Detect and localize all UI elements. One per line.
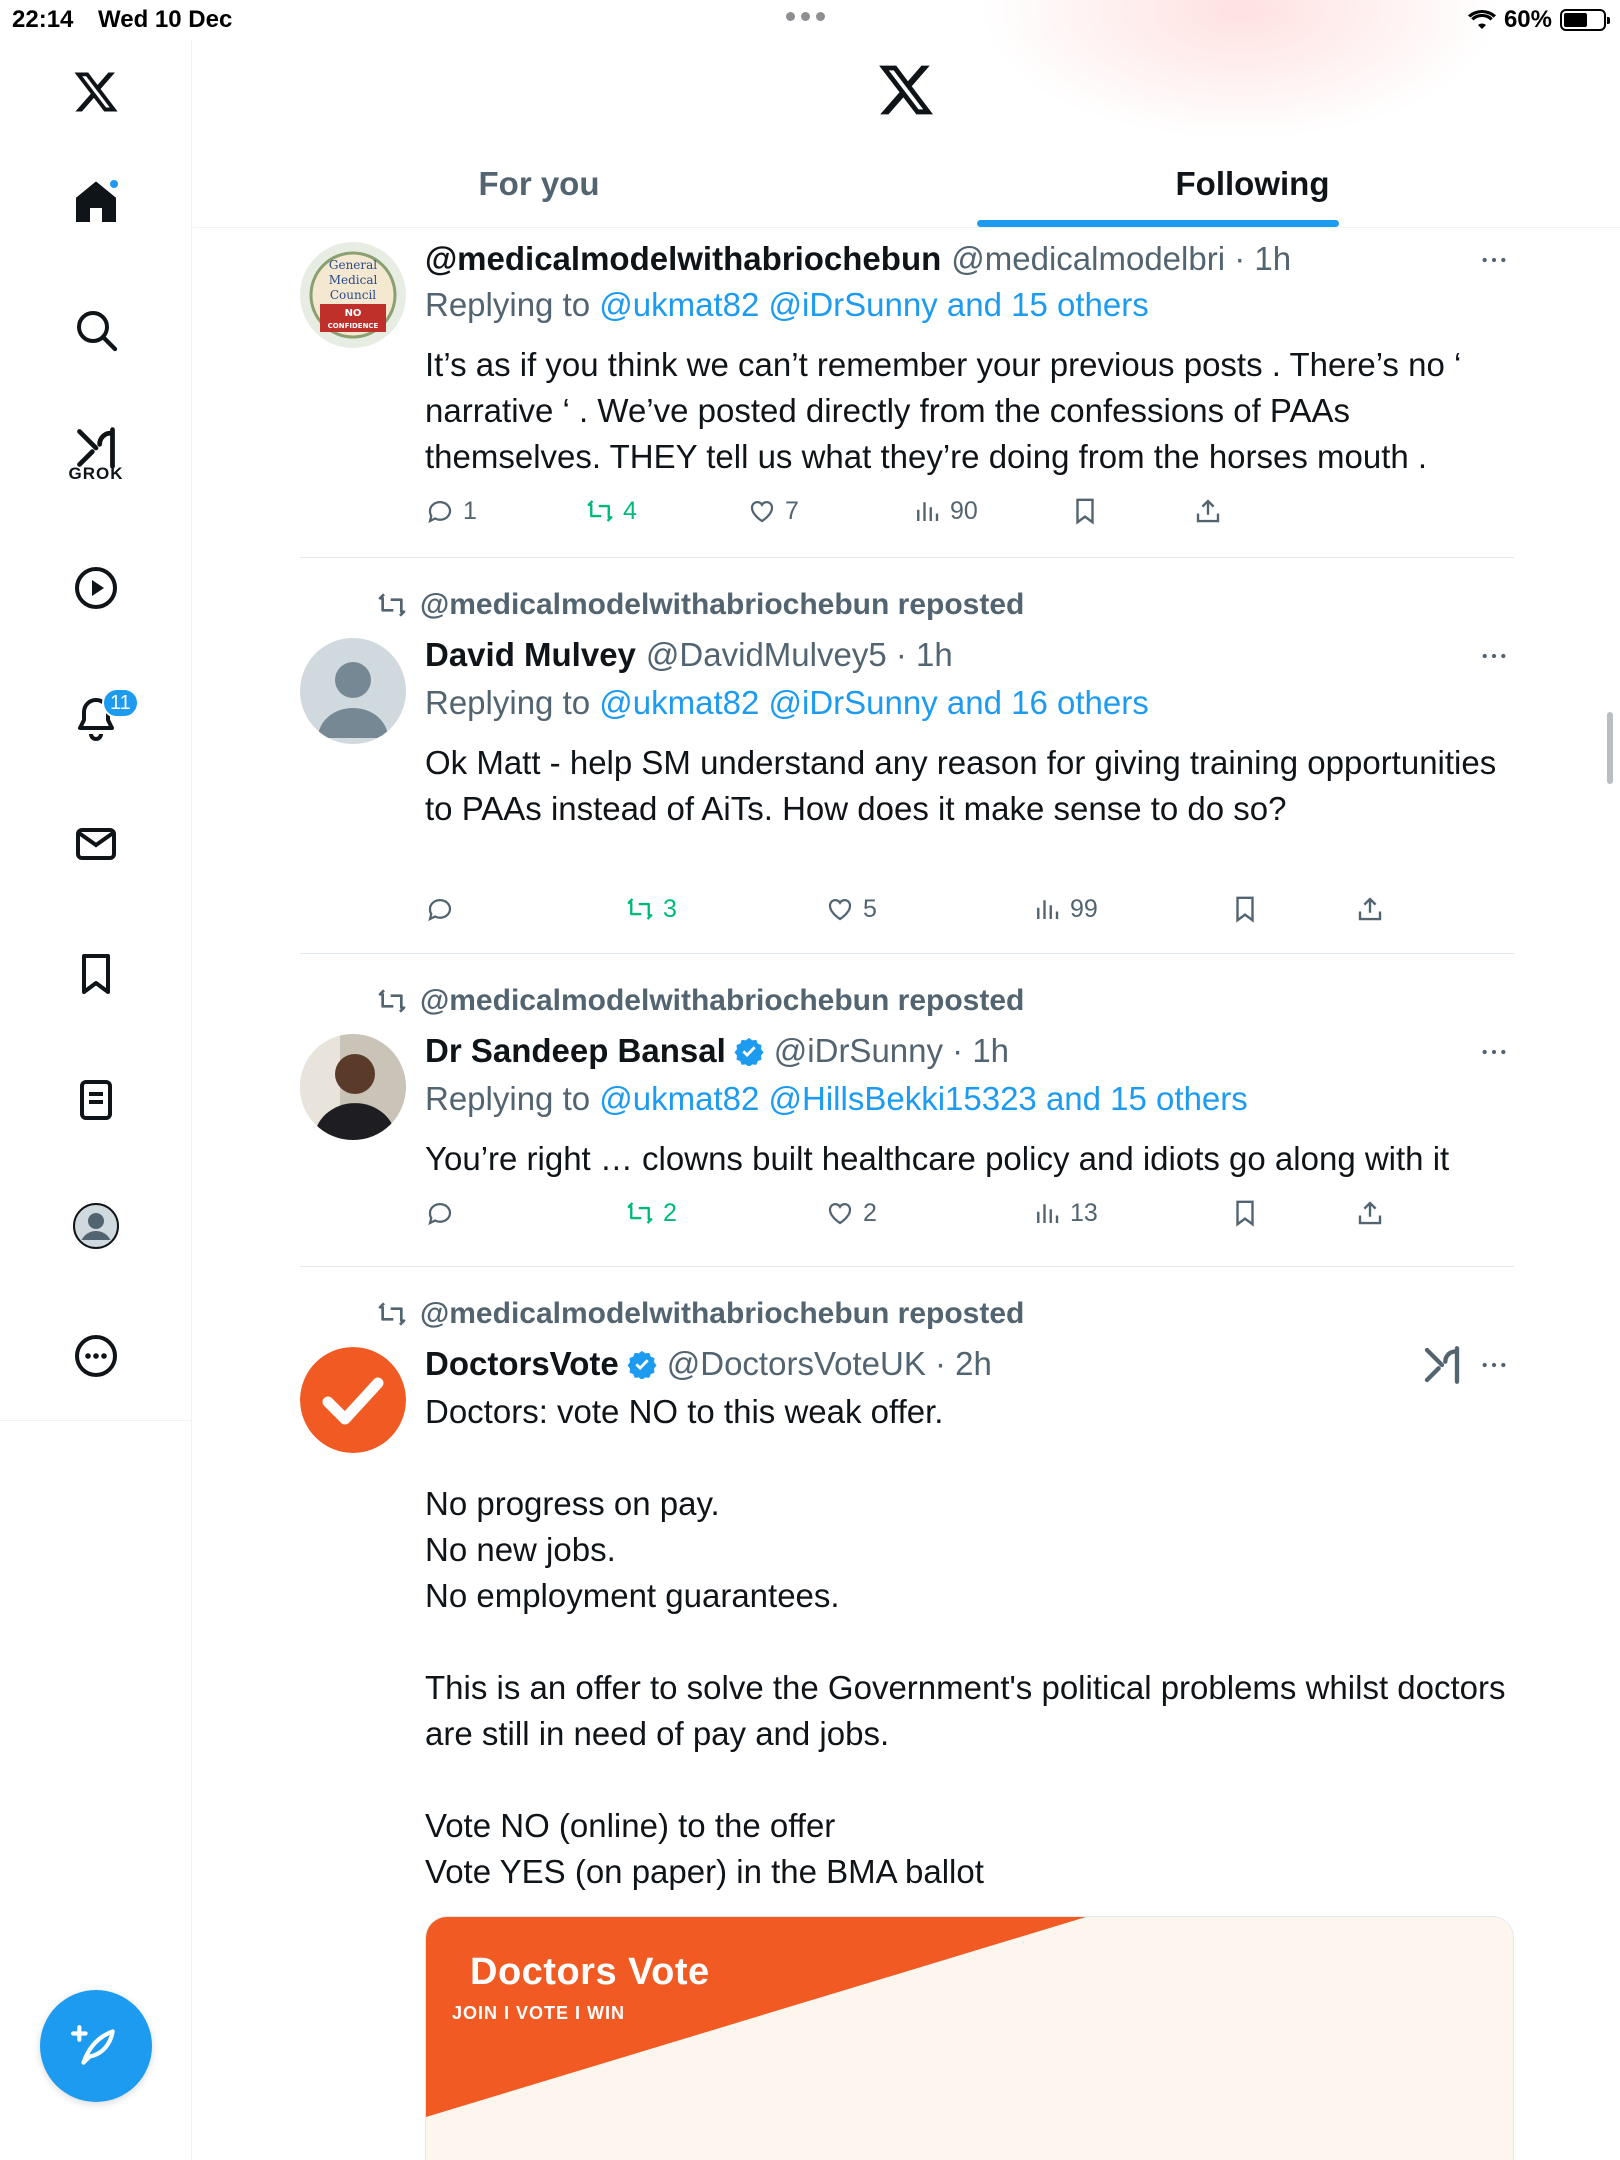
verified-badge-icon xyxy=(627,1349,657,1379)
sidebar xyxy=(0,40,192,2160)
sidebar-item-lists[interactable] xyxy=(66,1070,126,1130)
status-indicators xyxy=(1468,6,1606,34)
verified-badge-icon xyxy=(734,1036,764,1066)
share-button[interactable] xyxy=(1355,894,1385,924)
tweet-author[interactable] xyxy=(425,1032,1009,1070)
tweet-author[interactable] xyxy=(425,1345,992,1383)
reply-to-link[interactable]: @ukmat82 @iDrSunny and 15 others xyxy=(599,286,1149,323)
tab-for-you[interactable]: For you xyxy=(478,165,600,202)
avatar[interactable] xyxy=(300,242,406,348)
svg-text:Council: Council xyxy=(329,288,377,302)
sidebar-item-more[interactable] xyxy=(66,1326,126,1386)
repost-context[interactable] xyxy=(376,984,1024,1018)
view-count: 13 xyxy=(1070,1198,1098,1227)
views-icon xyxy=(912,496,942,526)
repost-count: 3 xyxy=(663,894,677,923)
sidebar-item-grok[interactable] xyxy=(66,418,126,483)
avatar[interactable] xyxy=(300,1347,406,1453)
active-tab-indicator xyxy=(977,220,1339,227)
repost-small-icon xyxy=(376,589,408,621)
tweet-text: It’s as if you think we can’t remember your previous posts . There’s no ‘ narrative ‘ . We’ve posted directly from the confessions of PAAs themselves. THEY tell us what they’re doing from the horses mouth . xyxy=(425,346,1471,475)
share-button[interactable] xyxy=(1355,1198,1385,1228)
tweet-author[interactable] xyxy=(425,240,1291,278)
reply-icon xyxy=(425,894,455,924)
share-icon xyxy=(1193,496,1223,526)
views-button[interactable] xyxy=(912,496,978,526)
display-name[interactable]: Dr Sandeep Bansal xyxy=(425,1032,726,1069)
repost-context[interactable] xyxy=(376,1297,1024,1331)
svg-text:CONFIDENCE: CONFIDENCE xyxy=(327,322,379,330)
reply-context xyxy=(425,286,1149,324)
status-date: Wed 10 Dec xyxy=(98,6,233,33)
views-icon xyxy=(1032,894,1062,924)
views-icon xyxy=(1032,1198,1062,1228)
battery-icon xyxy=(1560,9,1606,31)
like-count: 2 xyxy=(863,1198,877,1227)
heart-icon xyxy=(825,894,855,924)
views-button[interactable] xyxy=(1032,1198,1098,1228)
repost-count: 2 xyxy=(663,1198,677,1227)
more-options-icon[interactable] xyxy=(1474,1345,1514,1385)
media-subtitle: JOIN I VOTE I WIN xyxy=(452,2003,626,2023)
repost-count: 4 xyxy=(623,496,637,525)
bookmark-icon xyxy=(1230,1198,1260,1228)
sidebar-item-notifications[interactable] xyxy=(66,688,131,748)
background-glow xyxy=(980,0,1500,140)
like-button[interactable] xyxy=(825,894,877,924)
display-name[interactable]: David Mulvey xyxy=(425,636,636,673)
handle[interactable]: @DavidMulvey5 · 1h xyxy=(645,636,953,673)
repost-label: @medicalmodelwithabriochebun reposted xyxy=(420,984,1025,1017)
tweet-divider xyxy=(300,953,1514,954)
handle[interactable]: @DoctorsVoteUK · 2h xyxy=(666,1345,992,1382)
reply-prefix: Replying to xyxy=(425,286,600,323)
timeline-tabs xyxy=(193,140,1620,228)
view-count: 99 xyxy=(1070,894,1098,923)
repost-button[interactable] xyxy=(625,1198,677,1228)
media-title: Doctors Vote xyxy=(470,1951,710,1993)
bookmark-icon xyxy=(1230,894,1260,924)
repost-icon xyxy=(625,894,655,924)
tweet-divider xyxy=(300,1266,1514,1267)
scrollbar-thumb[interactable] xyxy=(1607,712,1613,784)
handle[interactable]: @iDrSunny · 1h xyxy=(773,1032,1010,1069)
reply-count: 1 xyxy=(463,496,477,525)
sidebar-item-search[interactable] xyxy=(66,300,126,360)
tweet-media-image[interactable] xyxy=(425,1916,1514,2160)
x-header-logo-icon[interactable] xyxy=(876,60,936,120)
tweet-actions xyxy=(425,894,1514,938)
status-time: 22:14 xyxy=(12,6,74,33)
mail-icon xyxy=(72,820,120,868)
like-count: 7 xyxy=(785,496,799,525)
x-logo-icon[interactable] xyxy=(66,62,126,122)
svg-text:NO: NO xyxy=(344,308,362,319)
tweet-actions xyxy=(425,496,1514,540)
repost-small-icon xyxy=(376,1298,408,1330)
status-bar xyxy=(0,0,1620,40)
handle[interactable]: @medicalmodelbri · 1h xyxy=(951,240,1292,277)
tweet-actions xyxy=(425,1198,1514,1242)
more-options-icon[interactable] xyxy=(1474,240,1514,280)
share-icon xyxy=(1355,1198,1385,1228)
avatar[interactable] xyxy=(300,638,406,744)
reply-to-link[interactable]: @ukmat82 @HillsBekki15323 and 15 others xyxy=(599,1080,1248,1117)
reply-prefix: Replying to xyxy=(425,684,600,721)
compose-icon xyxy=(71,2021,121,2071)
repost-button[interactable] xyxy=(585,496,637,526)
more-circle-icon xyxy=(72,1332,120,1380)
reply-context xyxy=(425,684,1149,722)
repost-label: @medicalmodelwithabriochebun reposted xyxy=(420,1297,1025,1330)
bookmark-button[interactable] xyxy=(1230,894,1260,924)
wifi-icon xyxy=(1468,9,1496,31)
reply-icon xyxy=(425,1198,455,1228)
reply-button[interactable] xyxy=(425,1198,463,1228)
reply-button[interactable] xyxy=(425,894,463,924)
grok-icon[interactable] xyxy=(1422,1345,1462,1385)
like-count: 5 xyxy=(863,894,877,923)
more-options-icon[interactable] xyxy=(1474,636,1514,676)
tweet-text: You’re right … clowns built healthcare policy and idiots go along with it xyxy=(425,1140,1450,1177)
display-name[interactable]: @medicalmodelwithabriochebun xyxy=(425,240,942,277)
search-icon xyxy=(72,306,120,354)
sidebar-item-messages[interactable] xyxy=(66,814,126,874)
view-count: 90 xyxy=(950,496,978,525)
svg-text:Medical: Medical xyxy=(328,273,378,287)
sidebar-divider xyxy=(0,1420,192,1421)
like-button[interactable] xyxy=(825,1198,877,1228)
tweet-text: Ok Matt - help SM understand any reason for giving training opportunities to PAAs instead of AiTs. How does it make sense to do so? xyxy=(425,744,1506,827)
repost-small-icon xyxy=(376,985,408,1017)
like-button[interactable] xyxy=(747,496,799,526)
reply-button[interactable] xyxy=(425,496,477,526)
reply-prefix: Replying to xyxy=(425,1080,600,1117)
new-posts-dot xyxy=(108,178,120,190)
reply-icon xyxy=(425,496,455,526)
avatar[interactable] xyxy=(300,1034,406,1140)
views-button[interactable] xyxy=(1032,894,1098,924)
sidebar-item-profile[interactable] xyxy=(66,1196,126,1256)
list-icon xyxy=(72,1076,120,1124)
repost-context[interactable] xyxy=(376,588,1024,622)
sidebar-item-video[interactable] xyxy=(66,558,126,618)
grok-label: GROK xyxy=(68,464,124,483)
tweet-divider xyxy=(300,557,1514,558)
sidebar-item-bookmarks[interactable] xyxy=(66,944,126,1004)
sidebar-item-home[interactable] xyxy=(66,172,126,232)
play-icon xyxy=(72,564,120,612)
heart-icon xyxy=(747,496,777,526)
share-icon xyxy=(1355,894,1385,924)
tab-following[interactable]: Following xyxy=(1175,165,1330,202)
heart-icon xyxy=(825,1198,855,1228)
repost-icon xyxy=(585,496,615,526)
notifications-badge: 11 xyxy=(102,688,139,718)
display-name[interactable]: DoctorsVote xyxy=(425,1345,619,1382)
reply-context xyxy=(425,1080,1248,1118)
tweet-text: Doctors: vote NO to this weak offer. No progress on pay. No new jobs. No employment guarantees. This is an offer to solve the Government's political problems whilst doctors are still in need of pay and jobs. Vote NO (online) to the offer Vote YES (on paper) in the BMA ballot xyxy=(425,1393,1506,1890)
share-button[interactable] xyxy=(1193,496,1223,526)
repost-label: @medicalmodelwithabriochebun reposted xyxy=(420,588,1025,621)
repost-icon xyxy=(625,1198,655,1228)
profile-icon xyxy=(72,1202,120,1250)
reply-to-link[interactable]: @ukmat82 @iDrSunny and 16 others xyxy=(599,684,1149,721)
multitasking-dots[interactable] xyxy=(786,12,825,21)
more-options-icon[interactable] xyxy=(1474,1032,1514,1072)
repost-button[interactable] xyxy=(625,894,677,924)
bookmark-button[interactable] xyxy=(1230,1198,1260,1228)
bookmark-icon xyxy=(1070,496,1100,526)
bookmark-icon xyxy=(72,950,120,998)
bookmark-button[interactable] xyxy=(1070,496,1100,526)
compose-button[interactable] xyxy=(40,1990,152,2102)
tweet-author[interactable] xyxy=(425,636,953,674)
svg-text:General: General xyxy=(328,258,378,272)
battery-percent: 60% xyxy=(1503,6,1552,33)
